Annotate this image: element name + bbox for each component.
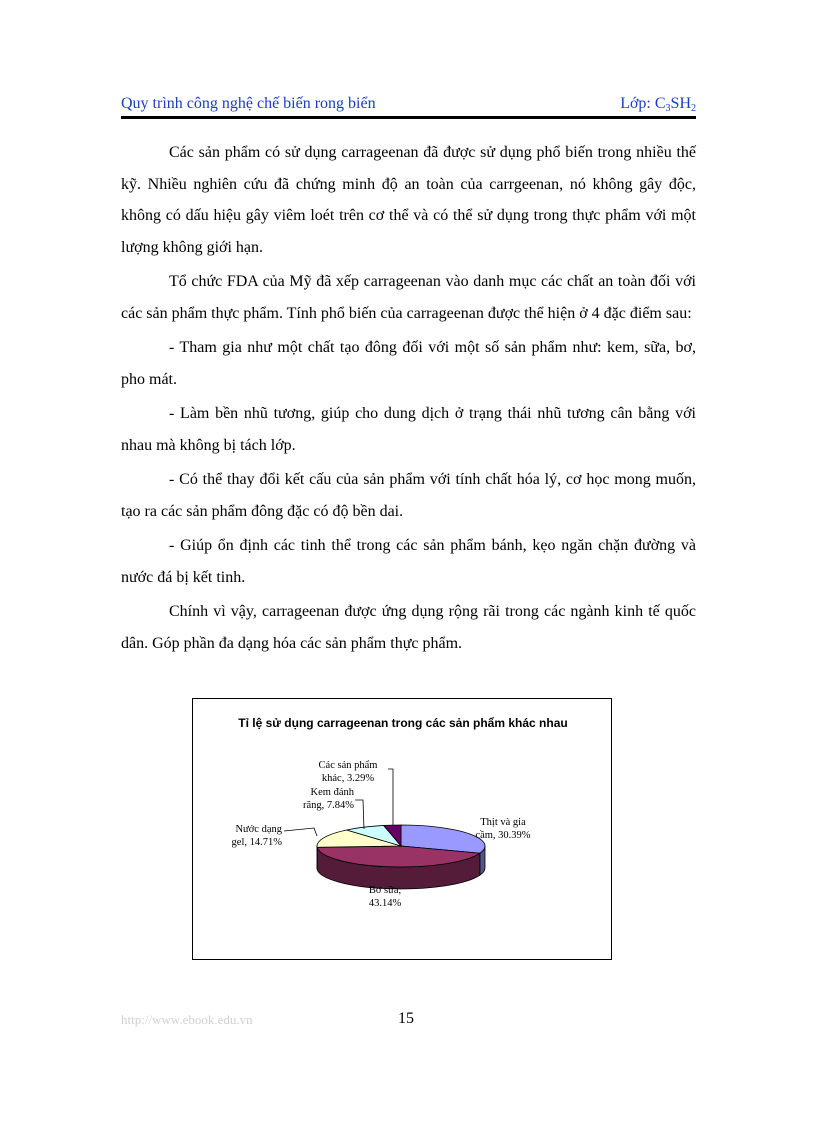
pie-data-label: Bơ sữa, 43.14% xyxy=(368,885,402,909)
bullet-item: - Có thể thay đổi kết cấu của sản phẩm với tính chất hóa lý, cơ học mong muốn, tạo ra các sản phẩm đông đặc có độ bền dai. xyxy=(121,471,696,520)
footer-url: http://www.ebook.edu.vn xyxy=(121,1012,253,1027)
pie-leader-line xyxy=(284,828,317,836)
bullet-item: - Tham gia như một chất tạo đông đối với một số sản phẩm như: kem, sữa, bơ, pho mát. xyxy=(121,339,696,388)
page-header xyxy=(121,93,696,115)
pie-leader-line xyxy=(355,800,364,829)
bullet-item: - Giúp ổn định các tinh thể trong các sản phẩm bánh, kẹo ngăn chặn đường và nước đá bị kết tinh. xyxy=(121,537,696,586)
paragraph: Tổ chức FDA của Mỹ đã xếp carrageenan vào danh mục các chất an toàn đối với các sản phẩm thực phẩm. Tính phổ biến của carrageenan được thể hiện ở 4 đặc điểm sau: xyxy=(121,273,696,322)
pie-data-label: Kem đánh răng, 7.84% xyxy=(302,787,354,811)
header-class: Lớp: $C_3SH_2$ xyxy=(620,95,696,114)
bullet-item: - Làm bền nhũ tương, giúp cho dung dịch ở trạng thái nhũ tương cân bằng với nhau mà không bị tách lớp. xyxy=(121,405,696,454)
pie-chart xyxy=(192,698,612,960)
header-title: Quy trình công nghệ chế biến rong biển xyxy=(121,95,376,112)
body-text xyxy=(121,137,696,662)
pie-data-label: Các sản phẩm khác, 3.29% xyxy=(318,760,378,784)
pie-leader-line xyxy=(388,769,393,825)
paragraph: Các sản phẩm có sử dụng carrageenan đã được sử dụng phổ biến trong nhiều thế kỹ. Nhiều nghiên cứu đã chứng minh độ an toàn của carrgeenan, nó không gây độc, không có dấu hiệu gây viêm loét trên cơ thể và có thể sử dụng trong thực phẩm với một lượng không giới hạn. xyxy=(121,144,696,256)
chart-title: Tỉ lệ sử dụng carrageenan trong các sản phẩm khác nhau xyxy=(238,716,568,730)
pie-data-label: Nước dạng gel, 14.71% xyxy=(231,824,282,848)
page-number: 15 xyxy=(398,1010,414,1027)
header-rule xyxy=(121,116,696,119)
paragraph: Chính vì vậy, carrageenan được ứng dụng rộng rãi trong các ngành kinh tế quốc dân. Góp phần đa dạng hóa các sản phẩm thực phẩm. xyxy=(121,603,696,652)
pie-data-label: Thịt và gia cầm, 30.39% xyxy=(475,817,531,841)
pie-chart-plot xyxy=(193,699,611,959)
